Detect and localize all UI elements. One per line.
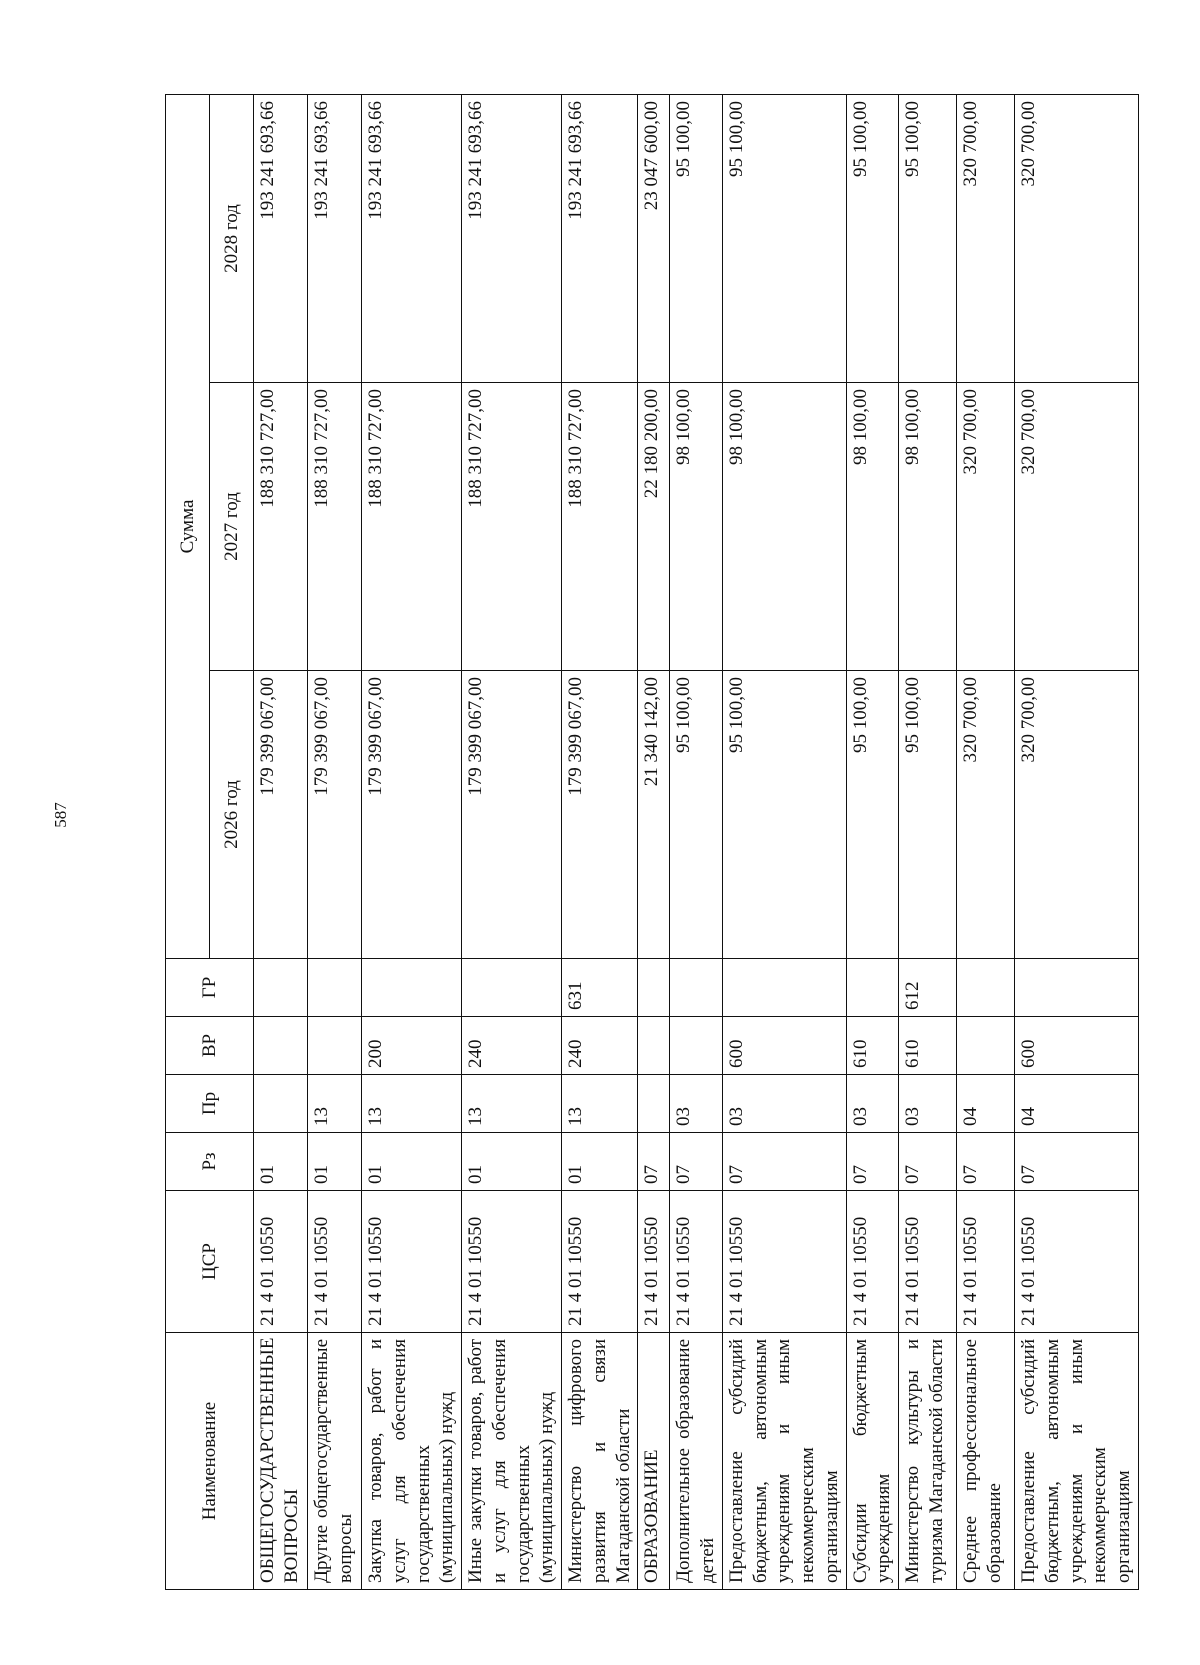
row-gr <box>308 959 362 1017</box>
row-pr: 13 <box>462 1075 562 1133</box>
row-vr <box>670 1017 723 1075</box>
row-sum-2026: 95 100,00 <box>670 671 723 959</box>
row-csr: 21 4 01 10550 <box>957 1191 1015 1333</box>
row-rz: 01 <box>462 1133 562 1191</box>
row-pr <box>254 1075 308 1133</box>
header-csr: ЦСР <box>166 1191 254 1333</box>
table-row <box>254 94 308 1589</box>
row-pr: 13 <box>562 1075 638 1133</box>
row-name: Предоставление субсидий бюджетным, автономным учреждениям и иным некоммерческим организациям <box>722 1333 846 1590</box>
row-gr <box>846 959 899 1017</box>
row-sum-2028: 320 700,00 <box>957 94 1015 382</box>
row-gr <box>957 959 1015 1017</box>
row-sum-2028: 193 241 693,66 <box>254 94 308 382</box>
row-sum-2026: 179 399 067,00 <box>462 671 562 959</box>
header-gr: ГР <box>166 959 254 1017</box>
row-sum-2027: 98 100,00 <box>670 383 723 671</box>
row-name: Другие общегосударственные вопросы <box>308 1333 362 1590</box>
row-gr <box>670 959 723 1017</box>
row-sum-2027: 98 100,00 <box>899 383 957 671</box>
row-sum-2026: 179 399 067,00 <box>308 671 362 959</box>
row-name: Министерство культуры и туризма Магаданской области <box>899 1333 957 1590</box>
row-gr <box>722 959 846 1017</box>
row-pr: 13 <box>362 1075 462 1133</box>
row-csr: 21 4 01 10550 <box>362 1191 462 1333</box>
row-pr: 03 <box>899 1075 957 1133</box>
row-sum-2026: 179 399 067,00 <box>254 671 308 959</box>
row-gr <box>362 959 462 1017</box>
row-sum-2027: 188 310 727,00 <box>562 383 638 671</box>
row-sum-2026: 95 100,00 <box>722 671 846 959</box>
row-sum-2028: 95 100,00 <box>722 94 846 382</box>
row-sum-2028: 95 100,00 <box>846 94 899 382</box>
row-sum-2026: 320 700,00 <box>957 671 1015 959</box>
row-sum-2027: 188 310 727,00 <box>362 383 462 671</box>
header-sum: Сумма <box>166 94 210 958</box>
table-row <box>670 94 723 1589</box>
row-vr: 240 <box>562 1017 638 1075</box>
row-sum-2027: 98 100,00 <box>722 383 846 671</box>
table-body <box>254 94 1139 1589</box>
row-sum-2027: 98 100,00 <box>846 383 899 671</box>
row-vr <box>308 1017 362 1075</box>
row-sum-2026: 179 399 067,00 <box>362 671 462 959</box>
table-row <box>1015 94 1139 1589</box>
row-sum-2028: 193 241 693,66 <box>462 94 562 382</box>
row-vr: 610 <box>846 1017 899 1075</box>
row-name: Среднее профессиональное образование <box>957 1333 1015 1590</box>
row-name: Субсидии бюджетным учреждениям <box>846 1333 899 1590</box>
row-rz: 07 <box>1015 1133 1139 1191</box>
row-name: Министерство цифрового развития и связи Магаданской области <box>562 1333 638 1590</box>
page-number: 587 <box>50 802 70 828</box>
row-name: Иные закупки товаров, работ и услуг для обеспечения государственных (муниципальных) нужд <box>462 1333 562 1590</box>
row-pr: 13 <box>308 1075 362 1133</box>
row-vr <box>957 1017 1015 1075</box>
row-csr: 21 4 01 10550 <box>722 1191 846 1333</box>
row-sum-2028: 193 241 693,66 <box>362 94 462 382</box>
row-rz: 01 <box>362 1133 462 1191</box>
row-vr: 200 <box>362 1017 462 1075</box>
budget-table <box>165 94 1139 1590</box>
header-year-2028: 2028 год <box>210 94 254 382</box>
row-sum-2027: 22 180 200,00 <box>638 383 670 671</box>
table-row <box>957 94 1015 1589</box>
row-sum-2028: 193 241 693,66 <box>562 94 638 382</box>
table-row <box>638 94 670 1589</box>
row-pr: 03 <box>846 1075 899 1133</box>
row-pr: 03 <box>670 1075 723 1133</box>
row-sum-2028: 95 100,00 <box>899 94 957 382</box>
row-pr: 03 <box>722 1075 846 1133</box>
row-csr: 21 4 01 10550 <box>254 1191 308 1333</box>
row-vr: 600 <box>1015 1017 1139 1075</box>
header-year-2026: 2026 год <box>210 671 254 959</box>
row-gr <box>462 959 562 1017</box>
row-csr: 21 4 01 10550 <box>899 1191 957 1333</box>
row-gr: 612 <box>899 959 957 1017</box>
row-gr <box>638 959 670 1017</box>
row-gr <box>254 959 308 1017</box>
header-vr: ВР <box>166 1017 254 1075</box>
row-csr: 21 4 01 10550 <box>562 1191 638 1333</box>
row-vr <box>254 1017 308 1075</box>
row-csr: 21 4 01 10550 <box>1015 1191 1139 1333</box>
row-csr: 21 4 01 10550 <box>670 1191 723 1333</box>
row-pr: 04 <box>957 1075 1015 1133</box>
row-name: ОБРАЗОВАНИЕ <box>638 1333 670 1590</box>
row-sum-2027: 320 700,00 <box>957 383 1015 671</box>
row-name: ОБЩЕГОСУДАРСТВЕННЫЕ ВОПРОСЫ <box>254 1333 308 1590</box>
row-csr: 21 4 01 10550 <box>638 1191 670 1333</box>
row-gr <box>1015 959 1139 1017</box>
row-csr: 21 4 01 10550 <box>846 1191 899 1333</box>
row-sum-2027: 188 310 727,00 <box>308 383 362 671</box>
row-sum-2027: 188 310 727,00 <box>254 383 308 671</box>
row-csr: 21 4 01 10550 <box>462 1191 562 1333</box>
table-row <box>562 94 638 1589</box>
row-vr: 240 <box>462 1017 562 1075</box>
row-rz: 07 <box>722 1133 846 1191</box>
row-rz: 07 <box>846 1133 899 1191</box>
table-row <box>899 94 957 1589</box>
table-row <box>362 94 462 1589</box>
table-row <box>722 94 846 1589</box>
row-rz: 07 <box>899 1133 957 1191</box>
row-gr: 631 <box>562 959 638 1017</box>
row-rz: 01 <box>562 1133 638 1191</box>
table-row <box>462 94 562 1589</box>
row-sum-2026: 179 399 067,00 <box>562 671 638 959</box>
header-year-2027: 2027 год <box>210 383 254 671</box>
rotated-table-wrapper <box>165 95 1134 1590</box>
row-sum-2028: 95 100,00 <box>670 94 723 382</box>
row-sum-2026: 320 700,00 <box>1015 671 1139 959</box>
row-sum-2026: 95 100,00 <box>899 671 957 959</box>
row-name: Закупка товаров, работ и услуг для обеспечения государственных (муниципальных) нужд <box>362 1333 462 1590</box>
row-sum-2027: 320 700,00 <box>1015 383 1139 671</box>
row-csr: 21 4 01 10550 <box>308 1191 362 1333</box>
row-vr: 600 <box>722 1017 846 1075</box>
row-pr <box>638 1075 670 1133</box>
row-rz: 01 <box>254 1133 308 1191</box>
row-rz: 07 <box>957 1133 1015 1191</box>
row-sum-2027: 188 310 727,00 <box>462 383 562 671</box>
table-row <box>846 94 899 1589</box>
row-sum-2028: 320 700,00 <box>1015 94 1139 382</box>
header-pr: Пр <box>166 1075 254 1133</box>
row-sum-2026: 21 340 142,00 <box>638 671 670 959</box>
row-sum-2026: 95 100,00 <box>846 671 899 959</box>
row-vr: 610 <box>899 1017 957 1075</box>
row-sum-2028: 23 047 600,00 <box>638 94 670 382</box>
header-rz: Рз <box>166 1133 254 1191</box>
row-rz: 07 <box>670 1133 723 1191</box>
row-name: Предоставление субсидий бюджетным, автономным учреждениям и иным некоммерческим организациям <box>1015 1333 1139 1590</box>
row-rz: 07 <box>638 1133 670 1191</box>
row-sum-2028: 193 241 693,66 <box>308 94 362 382</box>
header-name: Наименование <box>166 1333 254 1590</box>
row-vr <box>638 1017 670 1075</box>
row-pr: 04 <box>1015 1075 1139 1133</box>
row-name: Дополнительное образование детей <box>670 1333 723 1590</box>
row-rz: 01 <box>308 1133 362 1191</box>
table-row <box>308 94 362 1589</box>
